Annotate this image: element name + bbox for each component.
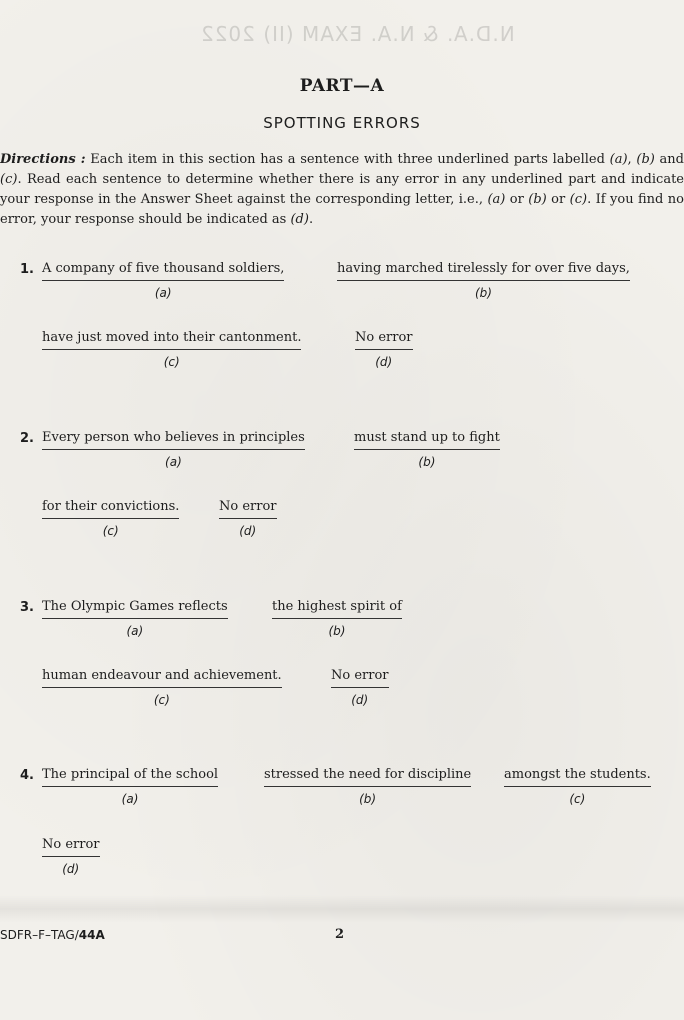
section-title: SPOTTING ERRORS [263, 114, 421, 132]
directions-or-2: or [546, 192, 570, 207]
scan-smudge [0, 895, 684, 923]
part-text: The Olympic Games reflects [42, 598, 228, 619]
directions-text-3: . Read each sentence to determine whether there is any error in any underlined part and indicate your response in the Answer Sheet against the corresponding letter, i.e., [0, 172, 684, 207]
part-text: must stand up to fight [354, 429, 500, 450]
part-label: (d) [239, 524, 257, 538]
part-label: (a) [121, 792, 139, 806]
question-2-part-c [42, 498, 179, 540]
part-label: (a) [154, 286, 172, 300]
part-label: (d) [375, 355, 393, 369]
bleed-through-header: N.D.A. & N.A. EXAM (II) 2022 [200, 22, 515, 46]
question-3-part-a [42, 598, 228, 640]
question-3-part-c [42, 667, 282, 709]
question-1-part-d [355, 329, 413, 371]
question-number: 1. [20, 262, 34, 277]
directions-sep: , [627, 152, 637, 167]
directions-a: (a) [609, 152, 628, 167]
question-4-part-a [42, 766, 218, 808]
part-label: (a) [126, 624, 144, 638]
part-label: (a) [165, 455, 182, 469]
part-label: (b) [418, 455, 436, 469]
directions-end: . [308, 212, 314, 227]
directions-b: (b) [636, 152, 655, 167]
directions-a2: (a) [487, 192, 506, 207]
paper-code [0, 928, 105, 942]
question-1-part-c [42, 329, 301, 371]
directions-text-4: . If you find no error, your response should be indicated as [0, 192, 684, 227]
part-label: (c) [163, 355, 180, 369]
question-2-part-b [354, 429, 500, 471]
directions-c: (c) [0, 172, 18, 187]
part-label: (b) [474, 286, 492, 300]
question-1-part-a [42, 260, 284, 302]
question-3-part-b [272, 598, 402, 640]
question-number: 3. [20, 600, 34, 615]
paper-code-series: 44A [78, 928, 105, 942]
question-4-part-c [504, 766, 651, 808]
directions-or-1: or [505, 192, 529, 207]
part-text: stressed the need for discipline [264, 766, 471, 787]
paper-code-prefix: SDFR–F–TAG/ [0, 928, 79, 942]
part-title: PART—A [299, 76, 385, 96]
question-number: 4. [20, 768, 34, 783]
part-text: A company of five thousand soldiers, [42, 260, 284, 281]
part-label: (c) [153, 693, 170, 707]
question-number: 2. [20, 431, 34, 446]
part-text: have just moved into their cantonment. [42, 329, 301, 350]
directions-d: (d) [290, 212, 309, 227]
question-2-part-a [42, 429, 305, 471]
question-4-part-d [42, 836, 100, 878]
part-label: (b) [359, 792, 377, 806]
part-text: No error [219, 498, 277, 519]
directions-label: Directions : [0, 152, 86, 167]
directions-b2: (b) [528, 192, 547, 207]
part-label: (d) [62, 862, 80, 876]
page-number: 2 [335, 927, 345, 942]
part-text: amongst the students. [504, 766, 651, 787]
directions-paragraph [0, 150, 684, 230]
part-text: The principal of the school [42, 766, 218, 787]
part-text: for their convictions. [42, 498, 179, 519]
question-1-part-b [337, 260, 630, 302]
part-label: (c) [102, 524, 119, 538]
question-2-part-d [219, 498, 277, 540]
question-4-part-b [264, 766, 471, 808]
directions-text-2: and [654, 152, 684, 167]
part-label: (b) [328, 624, 346, 638]
part-text: having marched tirelessly for over five days, [337, 260, 630, 281]
part-text: Every person who believes in principles [42, 429, 305, 450]
part-text: No error [355, 329, 413, 350]
question-3-part-d [331, 667, 389, 709]
part-text: human endeavour and achievement. [42, 667, 282, 688]
directions-c2: (c) [569, 192, 588, 207]
part-label: (c) [569, 792, 586, 806]
part-text: No error [42, 836, 100, 857]
part-text: No error [331, 667, 389, 688]
part-text: the highest spirit of [272, 598, 402, 619]
part-label: (d) [351, 693, 369, 707]
directions-text-1: Each item in this section has a sentence with three underlined parts labelled [85, 152, 610, 167]
